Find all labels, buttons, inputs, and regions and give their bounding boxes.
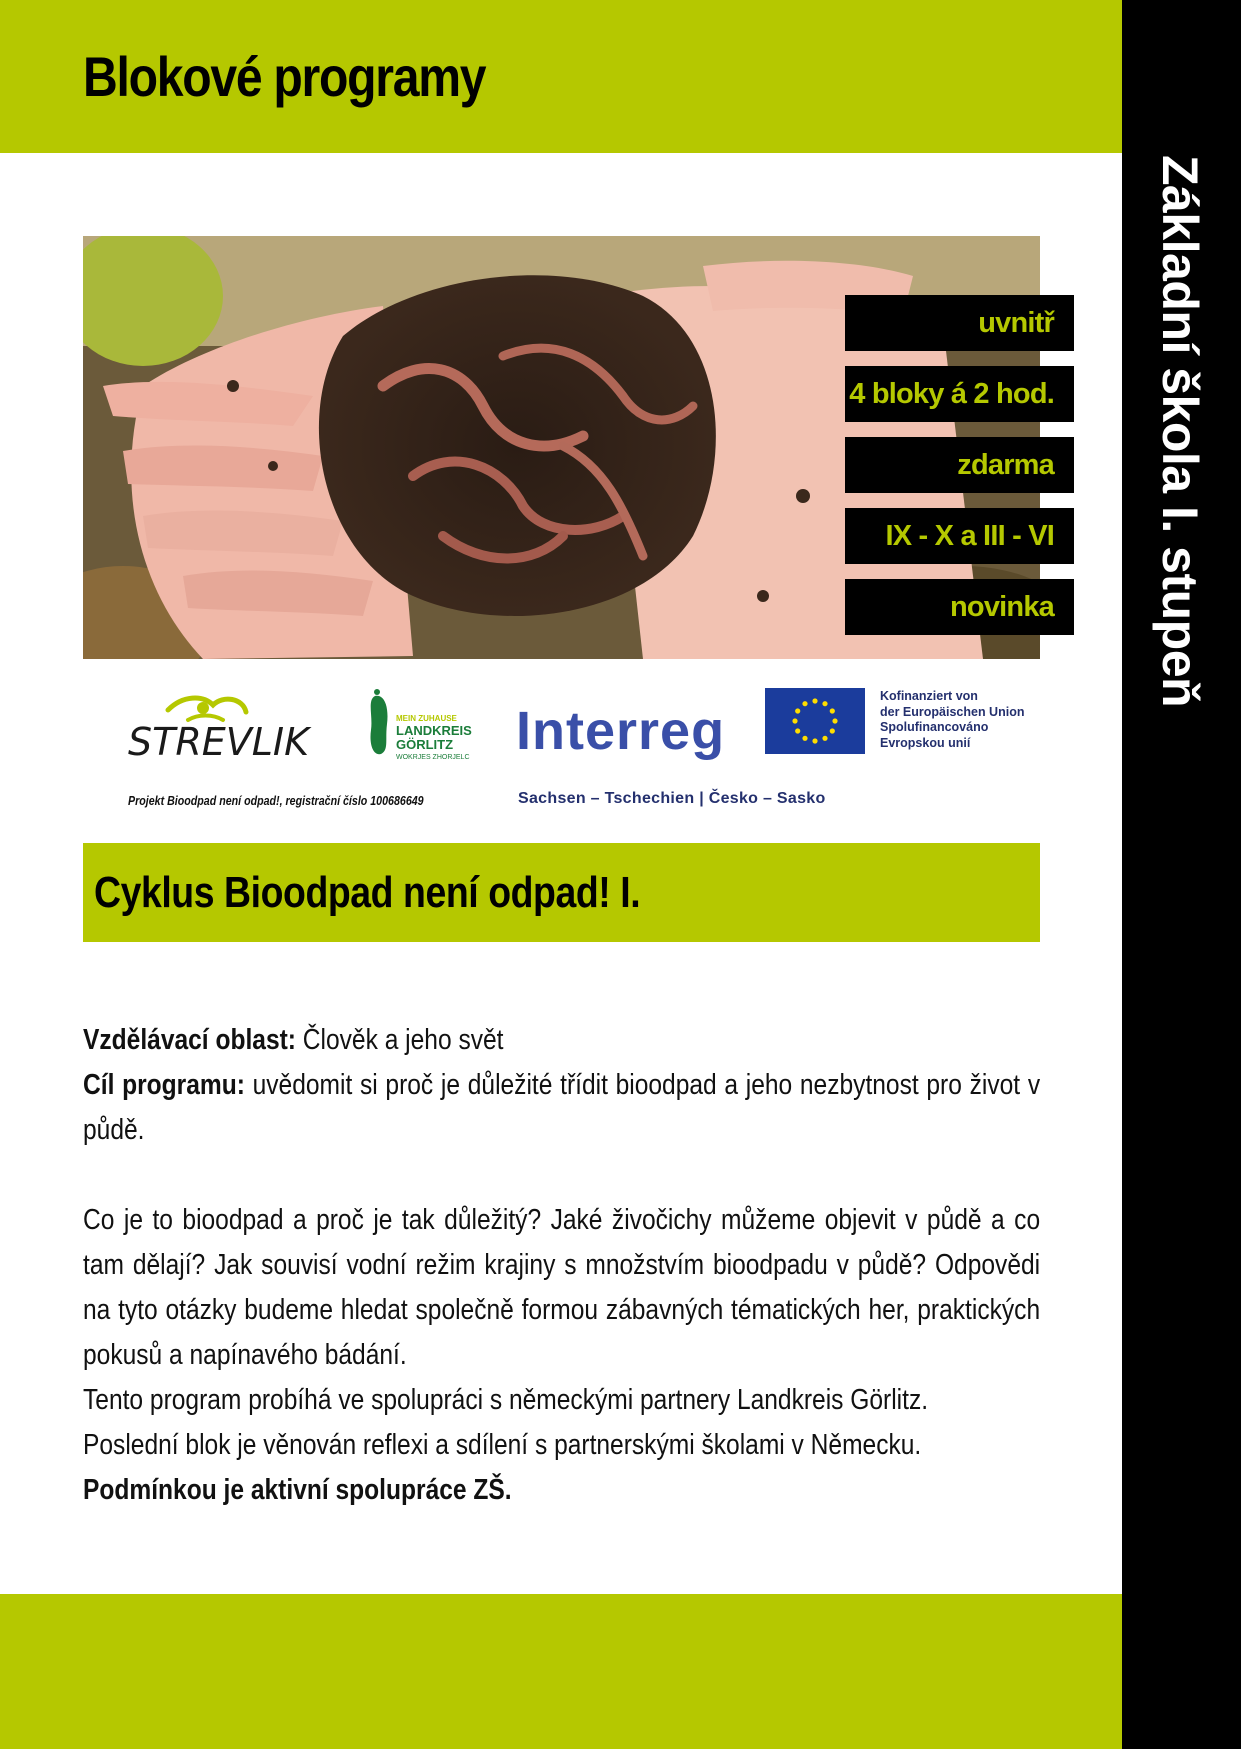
program-goal-label: Cíl programu: xyxy=(83,1069,245,1101)
program-goal xyxy=(83,1063,1040,1153)
vertical-title: Základní škola I. stupeň xyxy=(1152,155,1208,708)
eu-text-line-3: Spolufinancováno xyxy=(880,720,989,734)
eu-text-line-4: Evropskou unií xyxy=(880,735,971,750)
program-goal-value: uvědomit si proč je důležité třídit bioodpad a jeho nezbytnost pro život v půdě. xyxy=(83,1069,1041,1146)
eu-flag-icon xyxy=(765,688,865,754)
interreg-logo-text: Interreg xyxy=(516,701,726,761)
eu-text-line-1: Kofinanziert von xyxy=(880,689,978,703)
tag-months: IX - X a III - VI xyxy=(845,508,1074,564)
tag-duration: 4 bloky á 2 hod. xyxy=(845,366,1074,422)
tag-price: zdarma xyxy=(845,437,1074,493)
last-block-paragraph: Poslední blok je věnován reflexi a sdílení s partnerskými školami v Německu. xyxy=(83,1429,922,1461)
education-area xyxy=(83,1018,1040,1063)
landkreis-name-line-1: LANDKREIS xyxy=(396,723,472,738)
education-area-value: Člověk a jeho svět xyxy=(295,1024,504,1056)
condition-paragraph: Podmínkou je aktivní spolupráce ZŠ. xyxy=(83,1474,512,1506)
project-registration: Projekt Bioodpad není odpad!, registrační číslo 100686649 xyxy=(128,793,424,808)
eu-text-line-2: der Europäischen Union xyxy=(880,704,1025,719)
footer-band xyxy=(0,1594,1122,1749)
partner-paragraph: Tento program probíhá ve spolupráci s německými partnery Landkreis Görlitz. xyxy=(83,1384,929,1416)
program-description xyxy=(83,1018,1040,1513)
tag-new: novinka xyxy=(845,579,1074,635)
eu-cofinancing-text xyxy=(880,689,1024,751)
program-tags xyxy=(845,295,1074,650)
spacer xyxy=(83,1153,1040,1198)
strevlik-logo-text: STREVLIK xyxy=(128,720,310,764)
header-band xyxy=(0,0,1122,153)
interreg-subtitle: Sachsen – Tschechien | Česko – Sasko xyxy=(518,790,826,807)
tag-location: uvnitř xyxy=(845,295,1074,351)
landkreis-name-line-2: GÖRLITZ xyxy=(396,737,454,752)
education-area-label: Vzdělávací oblast: xyxy=(83,1024,296,1056)
partner-logos xyxy=(83,680,1040,820)
page-title: Blokové programy xyxy=(83,45,486,108)
landkreis-slogan: MEIN ZUHAUSE xyxy=(396,714,457,723)
landkreis-name xyxy=(396,724,472,752)
program-title: Cyklus Bioodpad není odpad! I. xyxy=(94,868,641,917)
description-paragraph: Co je to bioodpad a proč je tak důležitý? Jaké živočichy můžeme objevit v půdě a co tam dělají? Jak souvisí vodní režim krajiny s množstvím bioodpadu v půdě? Odpovědi na tyto otázky budeme hledat společně formou zábavných tématických her, praktických pokusů a napínavého bádání. xyxy=(83,1204,1041,1371)
program-title-band xyxy=(83,843,1040,942)
landkreis-sorbian-name: WOKRJES ZHORJELC xyxy=(396,754,470,761)
